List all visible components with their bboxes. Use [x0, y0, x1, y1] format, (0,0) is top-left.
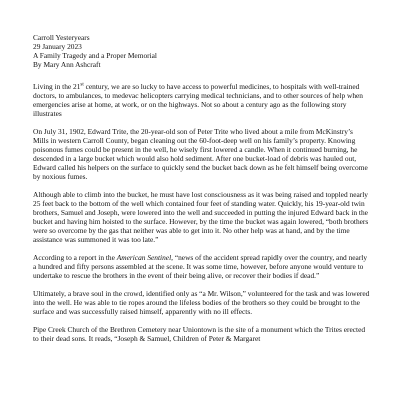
article-byline: By Mary Ann Ashcraft	[33, 60, 101, 69]
paragraph-rescue-attempt: Although able to climb into the bucket, he must have lost consciousness as it was being raised and toppled nearly 25 feet back to the bottom of the well which contained four feet of standing water. Quickly, his 19-year-old twin brothers, Samuel and Joseph, were lowered into the well and succeeded in putting the injured Edward back in the bucket and having him hoisted to the surface. However, by the time the bucket was again lowered, “both brothers were so overcome by the gas that neither was able to get into it. No other help was at hand, and by the time assistance was summoned it was too late.”	[33, 190, 369, 244]
paragraph-sentinel-text-b: , “news of the accident spread rapidly over the country, and nearly a hundred and fifty persons assembled at the scene. It was some time, however, before anyone would venture to undertake to rescue the brothers in the event of their being alive, or recover their bodies if dead.”	[33, 253, 368, 280]
ordinal-suffix: st	[80, 82, 84, 88]
paragraph-recovery: Ultimately, a brave soul in the crowd, identified only as “a Mr. Wilson,” volunteered for the task and was lowered into the well. He was able to tie ropes around the lifeless bodies of the brothers so they could be brought to the surface and was successfully raised himself, apparently with no ill effects.	[33, 289, 370, 316]
newspaper-name: American Sentinel	[116, 253, 172, 262]
article-header	[33, 33, 370, 69]
paragraph-accident: On July 31, 1902, Edward Trite, the 20-year-old son of Peter Trite who lived about a mile from McKinstry’s Mills in western Carroll County, began cleaning out the 60-foot-deep well on his family’s property. Knowing poisonous fumes could be present in the well, he wisely first lowered a candle. When it continued burning, he descended in a large bucket which would also hold sediment. After one bucket-load of debris was hauled out, Edward called his helpers on the surface to quickly send the bucket back down as he felt himself being overcome by noxious fumes.	[33, 127, 368, 181]
publication-name: Carroll Yesteryears	[33, 33, 90, 42]
paragraph-intro-text-b: century, we are so lucky to have access to powerful medicines, to hospitals with well-trained doctors, to ambulances, to medevac helicopters carrying medical technicians, and to other sources of help when emergencies arise at home, at work, or on the highways. Not so about a century ago as the following story illustrates	[33, 82, 363, 118]
paragraph-intro-text-a: Living in the 21	[33, 82, 81, 91]
paragraph-sentinel-text-a: According to a report in the	[33, 253, 117, 262]
publication-date: 29 January 2023	[33, 42, 82, 51]
article-title: A Family Tragedy and a Proper Memorial	[33, 51, 157, 60]
paragraph-intro	[33, 82, 370, 118]
paragraph-memorial: Pipe Creek Church of the Brethren Cemetery near Uniontown is the site of a monument which the Trites erected to their dead sons. It reads, “Joseph & Samuel, Children of Peter & Margaret	[33, 325, 366, 343]
paragraph-sentinel-report	[33, 253, 370, 280]
